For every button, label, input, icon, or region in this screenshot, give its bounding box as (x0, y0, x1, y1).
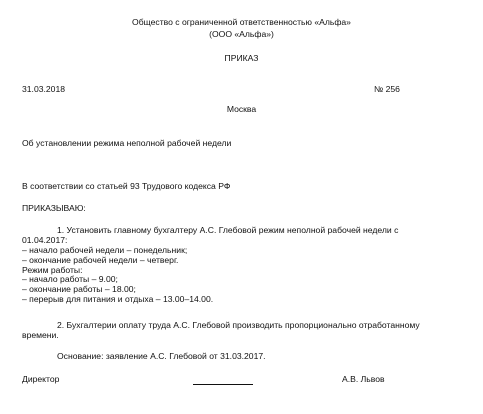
document-type: ПРИКАЗ (224, 53, 259, 63)
item1-line-5: Режим работы: (22, 264, 83, 275)
org-full-name: Общество с ограниченной ответственностью «Альфа» (132, 17, 351, 27)
item1-line-7: – окончание работы – 18.00; (22, 284, 136, 295)
signature-name: А.В. Львов (342, 374, 385, 384)
item1-line-4: – окончание рабочей недели – четверг. (22, 254, 179, 265)
org-short-name: (ООО «Альфа») (209, 29, 274, 39)
item2-line-2: времени. (22, 329, 59, 340)
item1-line-1: 1. Установить главному бухгалтеру А.С. Глебовой режим неполной рабочей недели с (57, 225, 399, 235)
item1-line-8: – перерыв для питания и отдыха – 13.00–14.00. (22, 294, 214, 305)
order-subject: Об установлении режима неполной рабочей недели (22, 138, 232, 148)
signature-position: Директор (22, 374, 60, 384)
item2-line-1: 2. Бухгалтерии оплату труда А.С. Глебовой производить пропорционально отработанному (57, 320, 420, 330)
order-item-2 (22, 321, 420, 341)
order-grounds: Основание: заявление А.С. Глебовой от 31.03.2017. (57, 351, 266, 361)
signature-line (193, 375, 253, 388)
item1-line-2: 01.04.2017: (22, 234, 68, 245)
item1-line-3: – начало рабочей недели – понедельник; (22, 244, 188, 255)
order-number: № 256 (374, 84, 400, 94)
order-word: ПРИКАЗЫВАЮ: (22, 203, 86, 213)
order-item-1 (22, 226, 398, 305)
basis-intro: В соответствии со статьей 93 Трудового кодекса РФ (22, 181, 231, 191)
order-date: 31.03.2018 (22, 84, 66, 94)
item1-line-6: – начало работы – 9.00; (22, 274, 118, 285)
order-city: Москва (226, 104, 257, 114)
